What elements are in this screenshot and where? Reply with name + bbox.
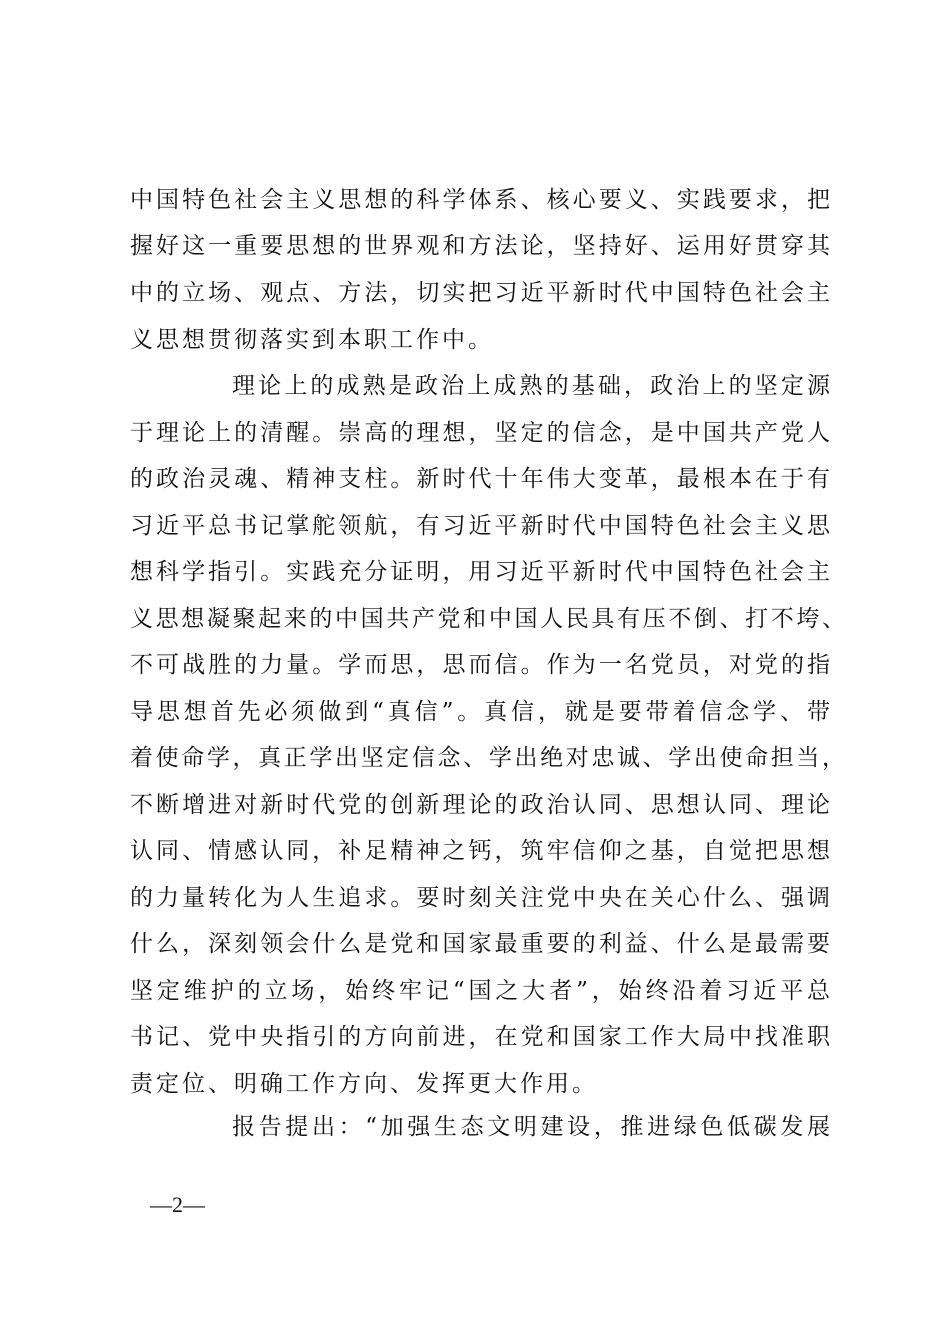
text-line: 认同、情感认同，补足精神之钙，筑牢信仰之基，自觉把思想 <box>130 838 830 864</box>
page-number: —2— <box>150 1192 205 1217</box>
text-line: 不断增进对新时代党的创新理论的政治认同、思想认同、理论 <box>130 792 830 818</box>
text-line: 导思想首先必须做到“真信”。真信，就是要带着信念学、带 <box>130 699 830 725</box>
text-line: 责定位、明确工作方向、发挥更大作用。 <box>130 1071 598 1097</box>
text-line: 想科学指引。实践充分证明，用习近平新时代中国特色社会主 <box>130 559 830 585</box>
text-line: 于理论上的清醒。崇高的理想，坚定的信念，是中国共产党人 <box>130 420 830 446</box>
text-line: 不可战胜的力量。学而思，思而信。作为一名党员，对党的指 <box>130 652 830 678</box>
text-line: 坚定维护的立场，始终牢记“国之大者”，始终沿着习近平总 <box>130 978 830 1004</box>
text-line: 什么，深刻领会什么是党和国家最重要的利益、什么是最需要 <box>130 931 830 957</box>
text-line: 理论上的成熟是政治上成熟的基础，政治上的坚定源 <box>232 373 830 399</box>
text-line: 的政治灵魂、精神支柱。新时代十年伟大变革，最根本在于有 <box>130 466 830 492</box>
text-line: 报告提出：“加强生态文明建设，推进绿色低碳发展 <box>232 1114 830 1140</box>
text-line: 义思想凝聚起来的中国共产党和中国人民具有压不倒、打不垮、 <box>130 606 845 632</box>
text-line: 中国特色社会主义思想的科学体系、核心要义、实践要求，把 <box>130 187 830 213</box>
text-line: 中的立场、观点、方法，切实把习近平新时代中国特色社会主 <box>130 280 830 306</box>
text-line: 习近平总书记掌舵领航，有习近平新时代中国特色社会主义思 <box>130 513 830 539</box>
text-line: 义思想贯彻落实到本职工作中。 <box>130 327 494 353</box>
text-line: 握好这一重要思想的世界观和方法论，坚持好、运用好贯穿其 <box>130 233 830 259</box>
text-line: 书记、党中央指引的方向前进，在党和国家工作大局中找准职 <box>130 1024 830 1050</box>
text-line: 着使命学，真正学出坚定信念、学出绝对忠诚、学出使命担当， <box>130 745 845 771</box>
text-line: 的力量转化为人生追求。要时刻关注党中央在关心什么、强调 <box>130 885 830 911</box>
